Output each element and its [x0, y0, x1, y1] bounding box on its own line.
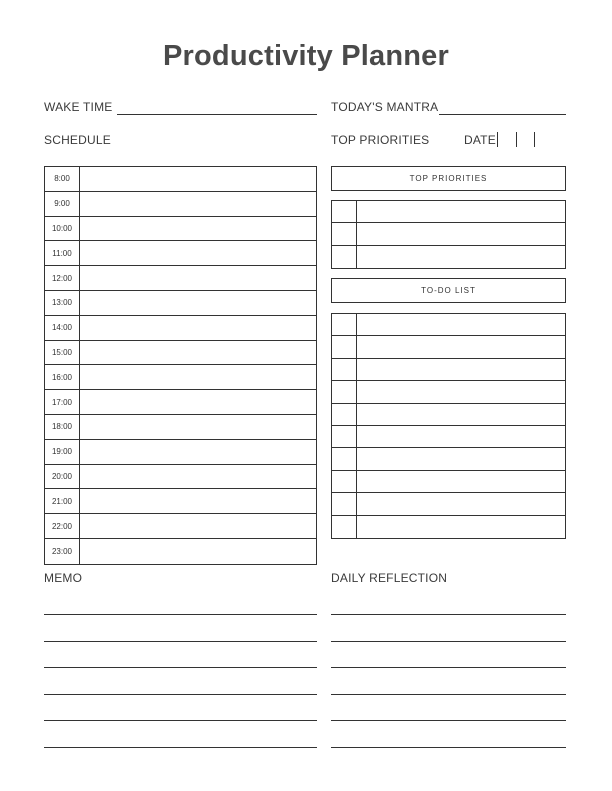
schedule-time: 11:00: [45, 241, 80, 265]
schedule-row: [45, 390, 316, 415]
reflection-line[interactable]: [331, 641, 566, 642]
schedule-table: [44, 166, 317, 565]
schedule-row: [45, 489, 316, 514]
schedule-row: [45, 217, 316, 242]
reflection-line[interactable]: [331, 667, 566, 668]
reflection-line[interactable]: [331, 694, 566, 695]
schedule-entry-field[interactable]: [80, 390, 316, 414]
todo-row: [332, 314, 565, 336]
todo-checkbox[interactable]: [332, 516, 357, 538]
schedule-row: [45, 192, 316, 217]
date-label: DATE: [464, 133, 496, 147]
schedule-label: SCHEDULE: [44, 133, 111, 147]
mantra-field[interactable]: [439, 114, 566, 115]
schedule-time: 22:00: [45, 514, 80, 538]
priority-entry-field[interactable]: [357, 223, 565, 244]
priority-checkbox[interactable]: [332, 223, 357, 244]
date-separator: [516, 132, 517, 147]
schedule-row: [45, 365, 316, 390]
schedule-time: 23:00: [45, 539, 80, 564]
todo-checkbox[interactable]: [332, 404, 357, 425]
todo-list: [331, 313, 566, 539]
wake-time-field[interactable]: [117, 114, 317, 115]
todo-row: [332, 426, 565, 448]
todo-row: [332, 381, 565, 403]
schedule-time: 13:00: [45, 291, 80, 315]
schedule-row: [45, 167, 316, 192]
schedule-row: [45, 266, 316, 291]
todo-row: [332, 404, 565, 426]
schedule-row: [45, 440, 316, 465]
memo-line[interactable]: [44, 614, 317, 615]
reflection-label: DAILY REFLECTION: [331, 571, 448, 585]
schedule-time: 19:00: [45, 440, 80, 464]
reflection-line[interactable]: [331, 747, 566, 748]
schedule-entry-field[interactable]: [80, 465, 316, 489]
schedule-entry-field[interactable]: [80, 440, 316, 464]
todo-checkbox[interactable]: [332, 471, 357, 492]
todo-row: [332, 336, 565, 358]
schedule-row: [45, 415, 316, 440]
memo-line[interactable]: [44, 667, 317, 668]
todo-entry-field[interactable]: [357, 448, 565, 469]
schedule-time: 18:00: [45, 415, 80, 439]
schedule-time: 12:00: [45, 266, 80, 290]
todo-row: [332, 448, 565, 470]
todo-row: [332, 493, 565, 515]
wake-time-label: WAKE TIME: [44, 100, 113, 114]
schedule-time: 17:00: [45, 390, 80, 414]
schedule-entry-field[interactable]: [80, 539, 316, 564]
memo-line[interactable]: [44, 694, 317, 695]
date-separator: [497, 132, 498, 147]
schedule-time: 15:00: [45, 341, 80, 365]
priority-checkbox[interactable]: [332, 246, 357, 268]
schedule-entry-field[interactable]: [80, 241, 316, 265]
schedule-row: [45, 539, 316, 564]
priority-row: [332, 201, 565, 223]
todo-entry-field[interactable]: [357, 426, 565, 447]
priority-row: [332, 246, 565, 268]
schedule-entry-field[interactable]: [80, 192, 316, 216]
schedule-row: [45, 341, 316, 366]
top-priorities-label: TOP PRIORITIES: [331, 133, 430, 147]
mantra-label: TODAY'S MANTRA: [331, 100, 439, 114]
schedule-entry-field[interactable]: [80, 167, 316, 191]
todo-row: [332, 359, 565, 381]
schedule-time: 8:00: [45, 167, 80, 191]
priority-entry-field[interactable]: [357, 201, 565, 222]
schedule-row: [45, 241, 316, 266]
priorities-list: [331, 200, 566, 269]
todo-checkbox[interactable]: [332, 448, 357, 469]
schedule-row: [45, 465, 316, 490]
memo-line[interactable]: [44, 720, 317, 721]
page-title: Productivity Planner: [162, 40, 449, 72]
todo-checkbox[interactable]: [332, 493, 357, 514]
todo-entry-field[interactable]: [357, 336, 565, 357]
todo-entry-field[interactable]: [357, 381, 565, 402]
schedule-time: 10:00: [45, 217, 80, 241]
schedule-entry-field[interactable]: [80, 489, 316, 513]
schedule-entry-field[interactable]: [80, 365, 316, 389]
todo-checkbox[interactable]: [332, 314, 357, 335]
todo-entry-field[interactable]: [357, 359, 565, 380]
schedule-time: 20:00: [45, 465, 80, 489]
schedule-time: 9:00: [45, 192, 80, 216]
memo-label: MEMO: [44, 571, 83, 585]
todo-heading: TO-DO LIST: [331, 278, 566, 303]
todo-checkbox[interactable]: [332, 426, 357, 447]
top-priorities-heading: TOP PRIORITIES: [331, 166, 566, 191]
memo-line[interactable]: [44, 747, 317, 748]
schedule-entry-field[interactable]: [80, 415, 316, 439]
todo-entry-field[interactable]: [357, 471, 565, 492]
schedule-time: 21:00: [45, 489, 80, 513]
schedule-row: [45, 291, 316, 316]
todo-row: [332, 516, 565, 538]
todo-entry-field[interactable]: [357, 493, 565, 514]
todo-entry-field[interactable]: [357, 516, 565, 538]
schedule-entry-field[interactable]: [80, 217, 316, 241]
todo-checkbox[interactable]: [332, 336, 357, 357]
schedule-entry-field[interactable]: [80, 514, 316, 538]
priority-checkbox[interactable]: [332, 201, 357, 222]
schedule-time: 14:00: [45, 316, 80, 340]
todo-checkbox[interactable]: [332, 359, 357, 380]
todo-checkbox[interactable]: [332, 381, 357, 402]
priority-entry-field[interactable]: [357, 246, 565, 268]
schedule-entry-field[interactable]: [80, 341, 316, 365]
todo-row: [332, 471, 565, 493]
todo-entry-field[interactable]: [357, 314, 565, 335]
schedule-row: [45, 514, 316, 539]
date-separator: [534, 132, 535, 147]
schedule-entry-field[interactable]: [80, 291, 316, 315]
schedule-entry-field[interactable]: [80, 316, 316, 340]
schedule-entry-field[interactable]: [80, 266, 316, 290]
reflection-line[interactable]: [331, 614, 566, 615]
priority-row: [332, 223, 565, 245]
reflection-line[interactable]: [331, 720, 566, 721]
schedule-row: [45, 316, 316, 341]
todo-entry-field[interactable]: [357, 404, 565, 425]
memo-line[interactable]: [44, 641, 317, 642]
schedule-time: 16:00: [45, 365, 80, 389]
